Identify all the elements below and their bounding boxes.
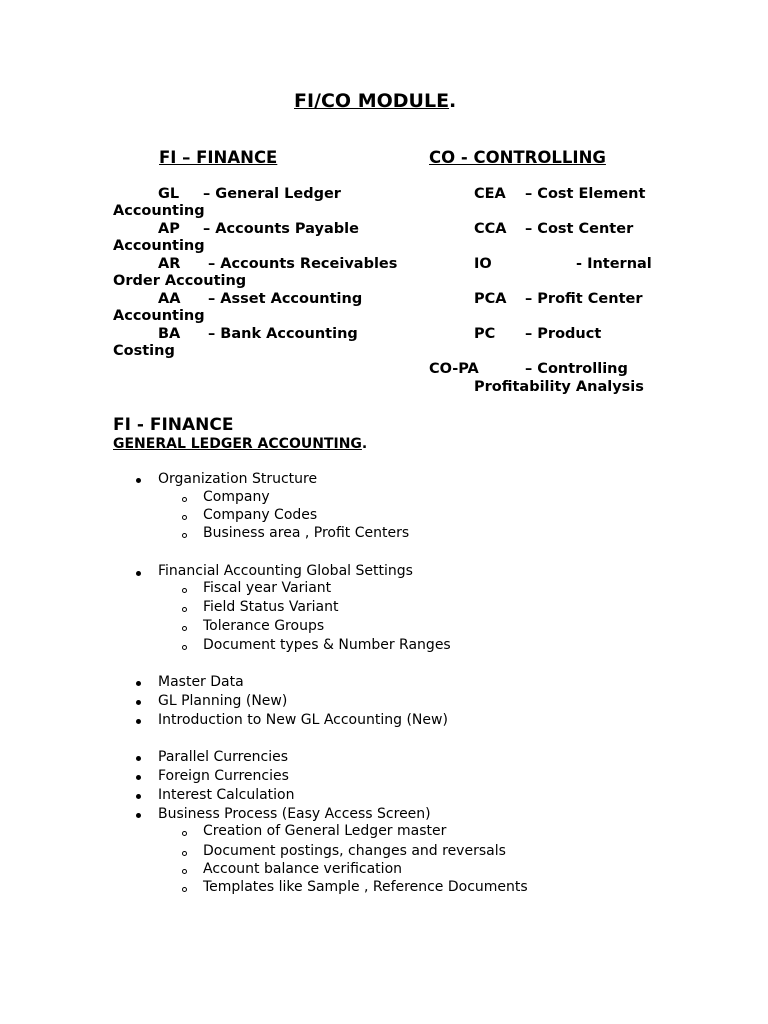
co-desc: – Cost Center — [525, 221, 634, 237]
section-subtitle-text: GENERAL LEDGER ACCOUNTING — [113, 436, 362, 452]
co-code: CEA — [474, 186, 506, 202]
sub-list-item: Tolerance Groups — [203, 618, 325, 634]
section-subtitle-dot: . — [361, 436, 368, 452]
sub-list-item: Creation of General Ledger master — [203, 823, 447, 839]
sub-list-item: Field Status Variant — [203, 599, 339, 615]
page-title-dot: . — [449, 90, 457, 112]
co-code: CCA — [474, 221, 507, 237]
circle-bullet-icon — [182, 831, 187, 836]
circle-bullet-icon — [182, 851, 187, 856]
circle-bullet-icon — [182, 515, 187, 520]
circle-bullet-icon — [182, 533, 187, 538]
bullet-icon — [136, 478, 141, 483]
list-item: GL Planning (New) — [158, 693, 288, 709]
co-row — [474, 256, 652, 272]
list-item: Parallel Currencies — [158, 749, 289, 765]
fi-desc: – Bank Accounting — [208, 326, 358, 342]
list-item: Organization Structure — [158, 471, 318, 487]
fi-code: AA — [158, 291, 181, 307]
section-subtitle — [113, 436, 367, 452]
co-row — [429, 361, 628, 377]
page-title — [294, 90, 456, 112]
sub-list-item: Document postings, changes and reversals — [203, 843, 506, 859]
circle-bullet-icon — [182, 645, 187, 650]
fi-desc: – Accounts Receivables — [208, 256, 398, 272]
circle-bullet-icon — [182, 497, 187, 502]
fi-heading: FI – FINANCE — [159, 148, 278, 167]
fi-row-continuation: Order Accouting — [113, 273, 247, 289]
sub-list-item: Account balance verification — [203, 861, 403, 877]
sub-list-item: Company — [203, 489, 270, 505]
fi-row-continuation: Accounting — [113, 308, 205, 324]
co-heading: CO - CONTROLLING — [429, 148, 606, 167]
co-code: PCA — [474, 291, 507, 307]
fi-desc: – Accounts Payable — [203, 221, 359, 237]
fi-row — [158, 291, 362, 307]
fi-code: GL — [158, 186, 180, 202]
fi-row — [158, 326, 358, 342]
fi-row-continuation: Costing — [113, 343, 175, 359]
bullet-icon — [136, 719, 141, 724]
fi-row — [158, 186, 341, 202]
list-item: Introduction to New GL Accounting (New) — [158, 712, 448, 728]
circle-bullet-icon — [182, 626, 187, 631]
fi-row — [158, 256, 397, 272]
bullet-icon — [136, 813, 141, 818]
fi-code: BA — [158, 326, 181, 342]
fi-desc: – General Ledger — [203, 186, 341, 202]
co-code: PC — [474, 326, 496, 342]
list-item: Interest Calculation — [158, 787, 295, 803]
co-desc: - Internal — [576, 256, 652, 272]
page-title-text: FI/CO MODULE — [294, 90, 450, 112]
circle-bullet-icon — [182, 887, 187, 892]
co-code: CO-PA — [429, 361, 479, 377]
co-row — [474, 326, 601, 342]
bullet-icon — [136, 756, 141, 761]
circle-bullet-icon — [182, 869, 187, 874]
fi-row-continuation: Accounting — [113, 238, 205, 254]
fi-row — [158, 221, 359, 237]
co-row — [474, 186, 645, 202]
sub-list-item: Templates like Sample , Reference Documents — [203, 879, 528, 895]
sub-list-item: Company Codes — [203, 507, 318, 523]
section-title: FI - FINANCE — [113, 415, 234, 435]
list-item: Foreign Currencies — [158, 768, 289, 784]
co-desc: – Cost Element — [525, 186, 646, 202]
circle-bullet-icon — [182, 588, 187, 593]
sub-list-item: Document types & Number Ranges — [203, 637, 451, 653]
bullet-icon — [136, 571, 141, 576]
fi-row-continuation: Accounting — [113, 203, 205, 219]
fi-code: AR — [158, 256, 181, 272]
fi-desc: – Asset Accounting — [208, 291, 363, 307]
circle-bullet-icon — [182, 607, 187, 612]
bullet-icon — [136, 700, 141, 705]
co-row — [474, 291, 642, 307]
bullet-icon — [136, 775, 141, 780]
bullet-icon — [136, 681, 141, 686]
list-item: Financial Accounting Global Settings — [158, 563, 413, 579]
co-desc: – Controlling — [525, 361, 628, 377]
co-desc: – Profit Center — [525, 291, 643, 307]
bullet-icon — [136, 794, 141, 799]
sub-list-item: Business area , Profit Centers — [203, 525, 410, 541]
sub-list-item: Fiscal year Variant — [203, 580, 332, 596]
list-item: Master Data — [158, 674, 244, 690]
co-code: IO — [474, 256, 492, 272]
co-row — [474, 221, 633, 237]
co-row-continuation: Profitability Analysis — [474, 379, 644, 395]
fi-code: AP — [158, 221, 180, 237]
co-desc: – Product — [525, 326, 602, 342]
list-item: Business Process (Easy Access Screen) — [158, 806, 431, 822]
